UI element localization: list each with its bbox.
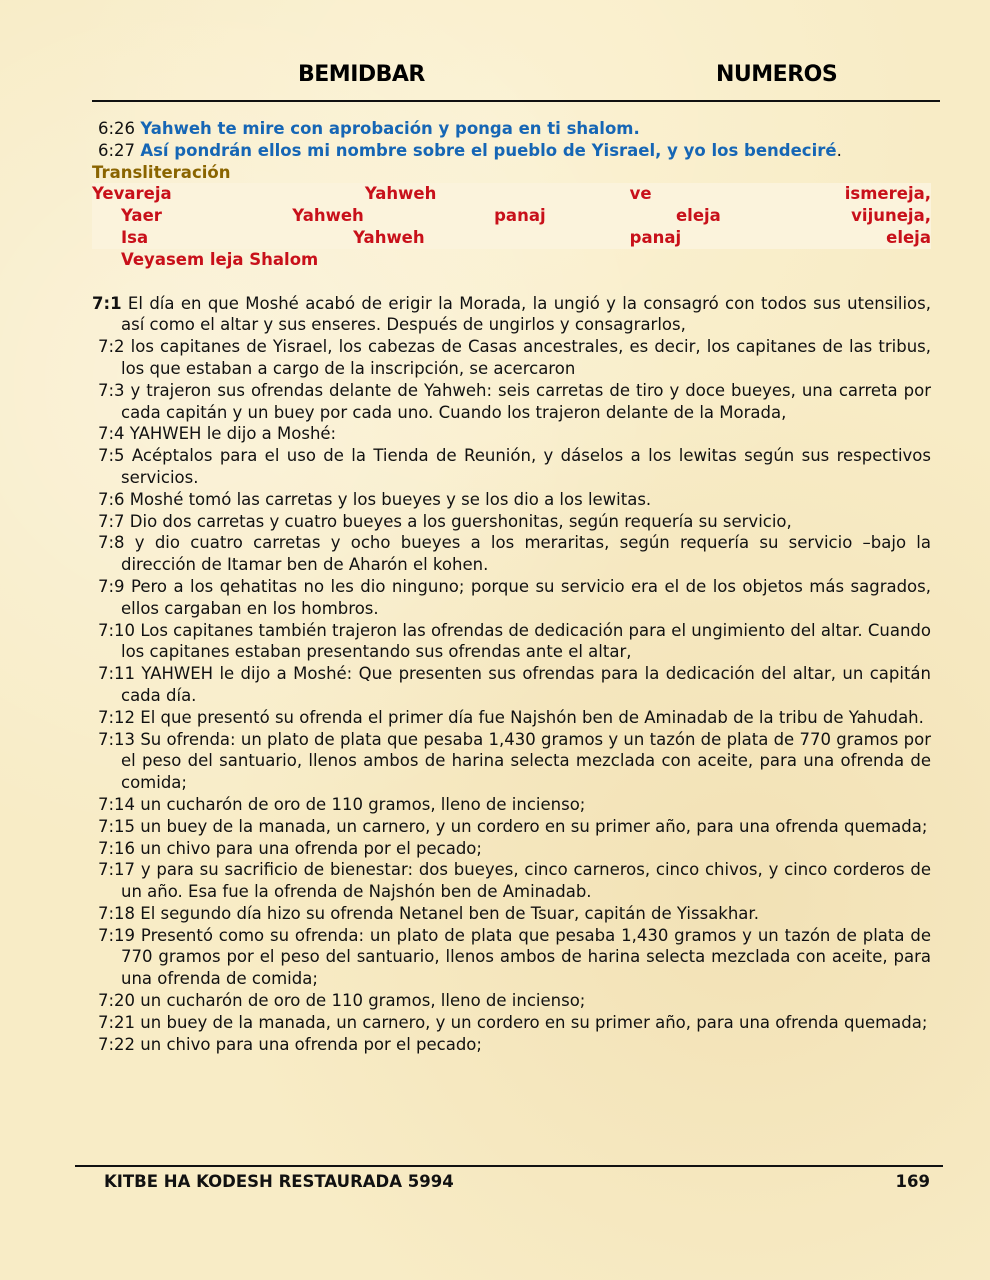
- verse-number: 6:26: [98, 119, 136, 138]
- verse-text: Pero a los qehatitas no les dio ninguno; porque su servicio era el de los objetos más sagrados, ellos cargaban en los hombros.: [121, 576, 931, 618]
- page-body: [92, 118, 931, 1055]
- verse-item: [92, 816, 931, 838]
- verse-item: [92, 380, 931, 424]
- header-rule: [92, 100, 940, 102]
- verse-number: 7:20: [98, 991, 136, 1011]
- verse-number: 7:15: [98, 816, 136, 836]
- transliteration-row-1: Yevareja Yahweh ve ismereja,: [92, 184, 931, 204]
- verse-item: [92, 511, 931, 533]
- verse-number: 7:21: [98, 1012, 136, 1032]
- verse-item: [92, 794, 931, 816]
- page-number: 169: [895, 1172, 930, 1191]
- verse-number: 7:5: [98, 446, 125, 466]
- verse-item: [92, 838, 931, 860]
- verse-number: 7:10: [98, 620, 136, 640]
- verse-text: y trajeron sus ofrendas delante de Yahweh: seis carretas de tiro y doce bueyes, una carreta por cada capitán y un buey por cada uno. Cuando los trajeron delante de la Morada,: [121, 380, 931, 422]
- verse-text: Los capitanes también trajeron las ofrendas de dedicación para el ungimiento del altar. Cuando los capitanes estaban presentando sus ofrendas ante el altar,: [121, 620, 931, 662]
- verse-number: 7:9: [98, 576, 125, 596]
- verse-item: [92, 663, 931, 707]
- verse-item: [92, 532, 931, 576]
- verse-text: un buey de la manada, un carnero, y un cordero en su primer año, para una ofrenda quemada;: [135, 816, 928, 836]
- verse-text: Presentó como su ofrenda: un plato de plata que pesaba 1,430 gramos y un tazón de plata de 770 gramos por el peso del santuario, llenos ambos de harina selecta mezclada con aceite, para una ofrenda de comida;: [121, 925, 931, 989]
- verse-number: 7:8: [98, 533, 125, 553]
- verse-number: 7:12: [98, 707, 136, 727]
- verse-text: Dio dos carretas y cuatro bueyes a los guershonitas, según requería su servicio,: [124, 511, 792, 531]
- verse-text: un chivo para una ofrenda por el pecado;: [135, 838, 482, 858]
- verse-item: [92, 729, 931, 794]
- verse-text: Su ofrenda: un plato de plata que pesaba 1,430 gramos y un tazón de plata de 770 gramos por el peso del santuario, llenos ambos de harina selecta mezclada con aceite, para una ofrenda de comida;: [121, 729, 931, 793]
- verse-end-punct: .: [836, 140, 842, 160]
- verse-number: 7:19: [98, 925, 136, 945]
- verse-number: 7:11: [98, 664, 136, 684]
- header-book-spanish: NUMEROS: [716, 62, 838, 87]
- verse-text: Acéptalos para el uso de la Tienda de Reunión, y dáselos a los lewitas según sus respectivos servicios.: [121, 446, 931, 487]
- verse-text: El segundo día hizo su ofrenda Netanel ben de Tsuar, capitán de Yissakhar.: [135, 903, 759, 923]
- verse-number: 7:4: [98, 424, 125, 444]
- verse-number: 7:2: [98, 337, 125, 357]
- verse-number: 7:6: [98, 489, 125, 509]
- verse-list: [92, 293, 931, 1056]
- footer-rule: [75, 1165, 943, 1167]
- verse-6-27: [92, 140, 931, 162]
- transliteration-row-3: Isa Yahweh panaj eleja: [121, 227, 931, 247]
- spacer: [92, 271, 931, 293]
- transliteration-heading: Transliteración: [92, 162, 231, 182]
- verse-number: 7:13: [98, 729, 136, 749]
- verse-item: [92, 423, 931, 445]
- verse-text: Así pondrán ellos mi nombre sobre el pueblo de Yisrael, y yo los bendeciré: [140, 140, 837, 160]
- verse-number: 7:18: [98, 903, 136, 923]
- verse-item: [92, 293, 931, 337]
- verse-item: [92, 445, 931, 489]
- verse-text: El que presentó su ofrenda el primer día fue Najshón ben de Aminadab de la tribu de Yahudah.: [135, 707, 924, 727]
- verse-text: YAHWEH le dijo a Moshé:: [124, 424, 337, 444]
- transliteration-row-4: Veyasem leja Shalom: [121, 249, 319, 269]
- verse-text: El día en que Moshé acabó de erigir la Morada, la ungió y la consagró con todos sus utensilios, así como el altar y sus enseres. Después de ungirlos y consagrarlos,: [121, 293, 931, 335]
- verse-text: un cucharón de oro de 110 gramos, lleno de incienso;: [135, 794, 586, 814]
- verse-text: un cucharón de oro de 110 gramos, lleno de incienso;: [135, 991, 586, 1011]
- footer-title: KITBE HA KODESH RESTAURADA 5994: [104, 1172, 454, 1191]
- header-book-hebrew: BEMIDBAR: [298, 62, 425, 87]
- page-header: [92, 62, 940, 100]
- verse-item: [92, 925, 931, 990]
- verse-item: [92, 1034, 931, 1056]
- verse-text: un chivo para una ofrenda por el pecado;: [135, 1034, 482, 1054]
- verse-item: [92, 707, 931, 729]
- verse-item: [92, 620, 931, 664]
- transliteration-block: [92, 183, 931, 248]
- verse-number: 7:1: [92, 293, 122, 313]
- verse-6-26: [92, 118, 931, 140]
- verse-number: 7:22: [98, 1034, 136, 1054]
- verse-item: [92, 859, 931, 903]
- verse-text: y para su sacrificio de bienestar: dos bueyes, cinco carneros, cinco chivos, y cinco corderos de un año. Esa fue la ofrenda de Najshón ben de Aminadab.: [121, 860, 931, 902]
- verse-number: 7:3: [98, 380, 125, 400]
- verse-item: [92, 1012, 931, 1034]
- verse-item: [92, 990, 931, 1012]
- verse-text: Moshé tomó las carretas y los bueyes y se los dio a los lewitas.: [124, 489, 652, 509]
- verse-item: [92, 336, 931, 380]
- verse-number: 6:27: [98, 140, 136, 160]
- verse-text: los capitanes de Yisrael, los cabezas de Casas ancestrales, es decir, los capitanes de las tribus, los que estaban a cargo de la inscripción, se acercaron: [121, 337, 931, 378]
- verse-item: [92, 576, 931, 620]
- verse-text: YAHWEH le dijo a Moshé: Que presenten sus ofrendas para la dedicación del altar, un capitán cada día.: [121, 664, 931, 705]
- verse-text: Yahweh te mire con aprobación y ponga en ti shalom.: [140, 119, 640, 138]
- verse-number: 7:7: [98, 511, 125, 531]
- verse-item: [92, 489, 931, 511]
- verse-number: 7:14: [98, 794, 136, 814]
- transliteration-row-2: Yaer Yahweh panaj eleja vijuneja,: [121, 206, 931, 226]
- verse-item: [92, 903, 931, 925]
- verse-number: 7:16: [98, 838, 136, 858]
- verse-number: 7:17: [98, 860, 136, 880]
- verse-text: un buey de la manada, un carnero, y un cordero en su primer año, para una ofrenda quemada;: [135, 1012, 928, 1032]
- verse-text: y dio cuatro carretas y ocho bueyes a los meraritas, según requería su servicio –bajo la dirección de Itamar ben de Aharón el kohen.: [121, 533, 931, 575]
